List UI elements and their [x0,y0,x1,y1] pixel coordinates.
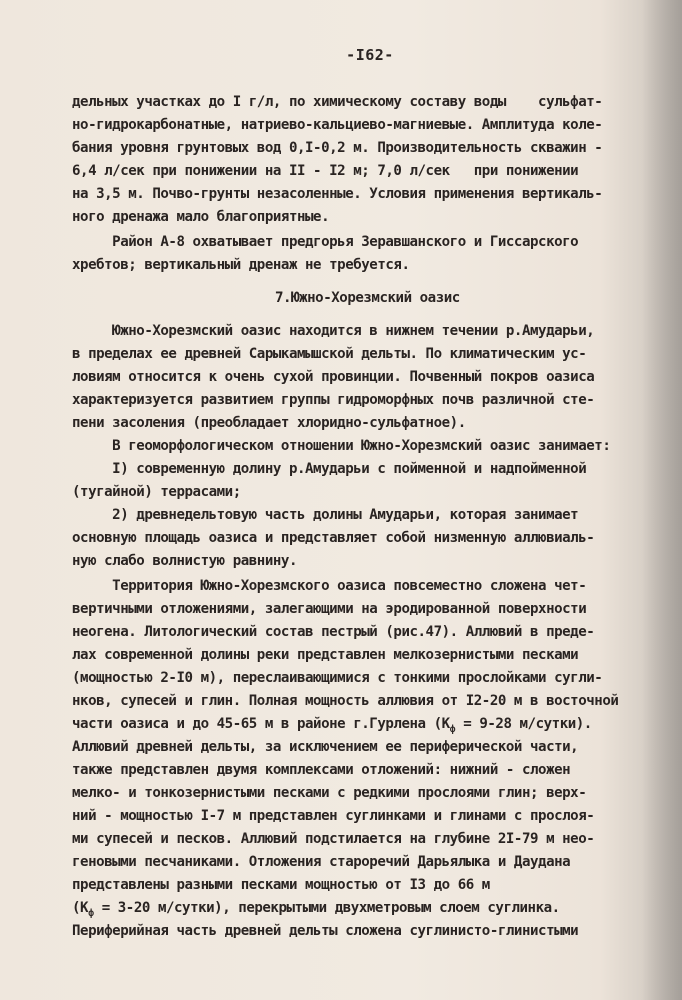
text-line: характеризуется развитием группы гидроморфных почв различной сте- [72,392,595,408]
text-line: ного дренажа мало благоприятные. [72,209,330,225]
page-number: -I62- [346,46,394,64]
text-line: но-гидрокарбонатные, натриево-кальциево-магниевые. Амплитуда коле- [72,117,603,133]
text-line-part: части оазиса и до 45-65 м в районе г.Гурлена (К [72,716,450,732]
text-line-with-subscript [72,714,592,740]
text-line: Аллювий древней дельты, за исключением ее периферической части, [72,739,579,755]
text-line: ний - мощностью I-7 м представлен суглинками и глинами с прослоя- [72,808,595,824]
subscript: ф [449,723,456,735]
text-line: I) современную долину р.Амударьи с пойменной и надпойменной [72,461,587,477]
text-line: также представлен двумя комплексами отложений: нижний - сложен [72,762,571,778]
text-line: бания уровня грунтовых вод 0,I-0,2 м. Производительность скважин - [72,140,603,156]
text-line: вертичными отложениями, залегающими на эродированной поверхности [72,601,587,617]
text-line: на 3,5 м. Почво-грунты незасоленные. Условия применения вертикаль- [72,186,603,202]
text-line: мелко- и тонкозернистыми песками с редкими прослоями глин; верх- [72,785,587,801]
text-line: Территория Южно-Хорезмского оазиса повсеместно сложена чет- [72,578,587,594]
text-line: дельных участках до I г/л, по химическому составу воды сульфат- [72,94,603,110]
text-line: 2) древнедельтовую часть долины Амударьи, которая занимает [72,507,579,523]
text-line: нков, супесей и глин. Полная мощность аллювия от I2-20 м в восточной [72,693,619,709]
text-line: ловиям относится к очень сухой провинции. Почвенный покров оазиса [72,369,595,385]
text-line: (тугайной) террасами; [72,484,241,500]
text-line: ную слабо волнистую равнину. [72,553,297,569]
text-line: хребтов; вертикальный дренаж не требуется. [72,257,410,273]
page-edge-shadow [642,0,682,1000]
text-line: лах современной долины реки представлен мелкозернистыми песками [72,647,579,663]
text-line: (мощностью 2-I0 м), переслаивающимися с тонкими прослойками сугли- [72,670,603,686]
section-heading: 7.Южно-Хорезмский оазис [275,290,460,306]
text-line: в пределах ее древней Сарыкамышской дельты. По климатическим ус- [72,346,587,362]
text-line: пени засоления (преобладает хлоридно-сульфатное). [72,415,466,431]
text-line-with-subscript [72,898,560,924]
text-line-part: = 3-20 м/сутки), перекрытыми двухметровым слоем суглинка. [93,900,560,916]
text-line: неогена. Литологический состав пестрый (рис.47). Аллювий в преде- [72,624,595,640]
text-line-part: (К [72,900,89,916]
text-line: Южно-Хорезмский оазис находится в нижнем течении р.Амударьи, [72,323,595,339]
text-line: Периферийная часть древней дельты сложена суглинисто-глинистыми [72,923,579,939]
text-line: Район А-8 охватывает предгорья Зеравшанского и Гиссарского [72,234,579,250]
text-line: представлены разными песками мощностью от I3 до 66 м [72,877,490,893]
text-line-part: = 9-28 м/сутки). [455,716,592,732]
text-line: основную площадь оазиса и представляет собой низменную аллювиаль- [72,530,595,546]
text-line: 6,4 л/сек при понижении на II - I2 м; 7,0 л/сек при понижении [72,163,579,179]
text-line: геновыми песчаниками. Отложения староречий Дарьялыка и Даудана [72,854,571,870]
text-line: В геоморфологическом отношении Южно-Хорезмский оазис занимает: [72,438,611,454]
text-line: ми супесей и песков. Аллювий подстилается на глубине 2I-79 м нео- [72,831,595,847]
subscript: ф [88,907,94,919]
